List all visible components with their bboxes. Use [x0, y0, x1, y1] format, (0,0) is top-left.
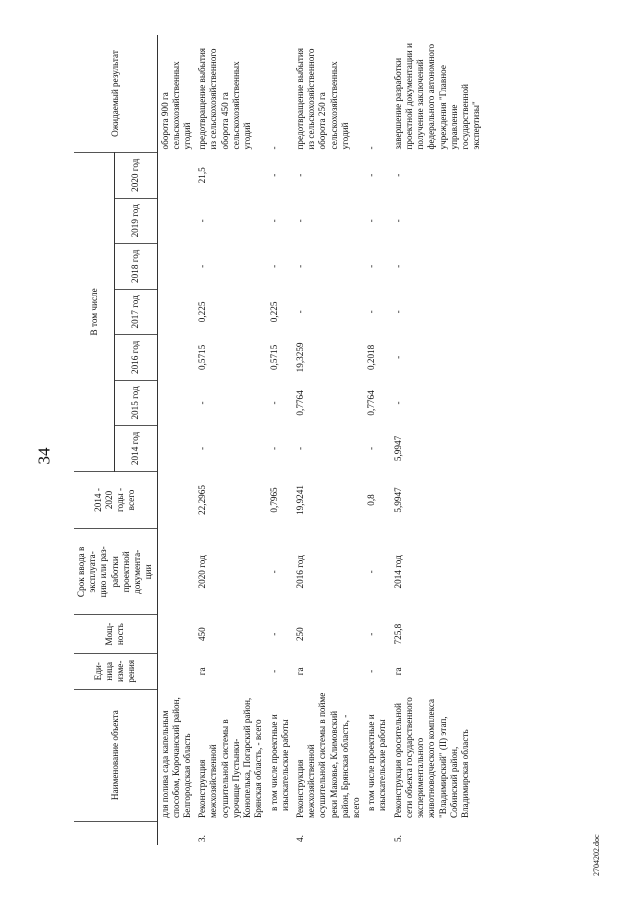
table-row: [364, 35, 390, 845]
row-object-name: Реконструкция межхозяйственной осушительной системы в урочище Пустынки-Конопелька, Погарский район, Брянская область, - всего: [197, 697, 264, 819]
row-term: 2020 год: [197, 555, 208, 589]
row-expected-result: -: [366, 146, 377, 150]
row-year-value: -: [268, 173, 279, 177]
row-unit: га: [392, 667, 403, 676]
row-total: 22,2965: [197, 485, 208, 515]
row-capacity: [157, 615, 195, 653]
row-year-value: 0,5715: [197, 344, 208, 371]
row-year-value: -: [294, 264, 305, 268]
header-unit: Еди- ница изме- рения: [74, 653, 157, 689]
row-year-value: 0,2018: [366, 344, 377, 371]
row-capacity: -: [366, 632, 377, 636]
row-total: 0,8: [366, 494, 377, 506]
row-year-value: 0,225: [197, 301, 208, 323]
row-object-name: в том числе проектные и изыскательские работы: [268, 714, 290, 812]
row-year-value: [157, 289, 195, 335]
row-expected-result: завершение разработки проектной документации и получение заключений федерального автономного учреждения "Главное управление государственной экспертизы": [392, 43, 482, 150]
row-unit: [157, 653, 195, 689]
row-term: 2016 год: [294, 555, 305, 589]
header-capacity: Мощ- ность: [74, 615, 157, 653]
row-capacity: 725,8: [392, 623, 403, 645]
row-year-value: [157, 198, 195, 244]
row-unit: -: [268, 669, 279, 673]
table-row: [293, 35, 364, 845]
row-object-name: Реконструкция оросительной сети объекта государственного экспериментального животноводческого комплекса "Владимирский" (II) этап, Собинский район, Владимирская область: [392, 697, 470, 819]
table-row: [267, 35, 293, 845]
header-including: В том числе: [74, 153, 115, 472]
row-object-name: в том числе проектные и изыскательские работы: [366, 714, 388, 812]
row-unit: -: [366, 669, 377, 673]
row-year-value: -: [268, 446, 279, 450]
row-num: 3.: [197, 835, 208, 842]
investment-objects-table: [74, 35, 484, 845]
header-num: [74, 821, 157, 845]
header-year: 2018 год: [115, 244, 157, 290]
row-year-value: -: [392, 173, 403, 177]
row-year-value: -: [392, 310, 403, 314]
row-expected-result: предотвращение выбытия из сельскохозяйственного оборота 450 га сельскохозяйственных угодий: [197, 47, 253, 150]
row-year-value: -: [366, 310, 377, 314]
row-capacity: 450: [197, 627, 208, 642]
row-term: 2014 год: [392, 555, 403, 589]
table-row: [195, 35, 266, 845]
row-year-value: -: [392, 219, 403, 223]
row-year-value: -: [197, 264, 208, 268]
header-year: 2014 год: [115, 426, 157, 472]
row-year-value: -: [366, 173, 377, 177]
row-unit: га: [294, 667, 305, 676]
row-year-value: -: [366, 219, 377, 223]
row-capacity: 250: [294, 627, 305, 642]
header-year: 2019 год: [115, 198, 157, 244]
document-footer: 2704202.doc: [592, 834, 601, 876]
header-commissioning-term: Срок ввода в эксплуата- цию или раз- работки проектной документа- ции: [74, 529, 157, 615]
row-total: [157, 471, 195, 529]
rotated-table-sheet: [74, 35, 614, 845]
header-expected-result: Ожидаемый результат: [74, 35, 157, 153]
row-year-value: [157, 335, 195, 381]
row-year-value: -: [392, 401, 403, 405]
page-number: 34: [34, 447, 54, 465]
row-year-value: -: [197, 401, 208, 405]
table-row: [157, 35, 195, 845]
row-year-value: -: [366, 446, 377, 450]
row-year-value: 5,9947: [392, 435, 403, 462]
row-total: 5,9947: [392, 487, 403, 513]
table-row: [391, 35, 485, 845]
row-year-value: -: [392, 264, 403, 268]
row-term: -: [366, 570, 377, 574]
row-term: [157, 529, 195, 615]
row-year-value: [157, 244, 195, 290]
row-num: 5.: [392, 835, 403, 842]
row-expected-result: предотвращение выбытия из сельскохозяйственного оборота 250 га сельскохозяйственных угодий: [294, 47, 350, 150]
row-total: 19,9241: [294, 485, 305, 515]
row-expected-result: -: [268, 146, 279, 150]
row-num: [364, 821, 390, 845]
row-num: [267, 821, 293, 845]
row-year-value: [157, 426, 195, 472]
header-year: 2017 год: [115, 289, 157, 335]
row-year-value: -: [366, 264, 377, 268]
row-term: -: [268, 570, 279, 574]
row-year-value: -: [392, 355, 403, 359]
row-year-value: 21,5: [197, 167, 208, 184]
row-num: 4.: [294, 835, 305, 842]
row-year-value: -: [294, 446, 305, 450]
header-year: 2016 год: [115, 335, 157, 381]
row-year-value: -: [197, 219, 208, 223]
row-year-value: -: [294, 173, 305, 177]
row-year-value: 0,225: [268, 301, 279, 323]
row-num: [157, 821, 195, 845]
row-year-value: 0,5715: [268, 344, 279, 371]
row-year-value: -: [268, 219, 279, 223]
row-year-value: 0,7764: [366, 390, 377, 416]
row-capacity: -: [268, 632, 279, 636]
header-total: 2014 - 2020 годы - всего: [74, 471, 157, 529]
header-year: 2020 год: [115, 153, 157, 199]
row-year-value: [157, 153, 195, 199]
row-year-value: 19,3259: [294, 342, 305, 373]
row-year-value: 0,7764: [294, 390, 305, 416]
header-object-name: Наименование объекта: [74, 689, 157, 821]
header-year: 2015 год: [115, 380, 157, 426]
row-year-value: [157, 380, 195, 426]
row-year-value: -: [294, 310, 305, 314]
row-object-name: для полива сада капельным способом, Корочанский район, Белгородская область: [159, 697, 192, 819]
row-unit: га: [197, 667, 208, 676]
row-year-value: -: [294, 219, 305, 223]
row-year-value: -: [268, 401, 279, 405]
row-expected-result: оборота 900 га сельскохозяйственных угодий: [159, 61, 192, 150]
row-object-name: Реконструкция межхозяйственной осушительной системы в пойме реки Маковье, Климовский район, Брянская область, - всего: [294, 692, 362, 819]
row-year-value: -: [268, 264, 279, 268]
row-year-value: -: [197, 446, 208, 450]
row-total: 0,7965: [268, 487, 279, 513]
